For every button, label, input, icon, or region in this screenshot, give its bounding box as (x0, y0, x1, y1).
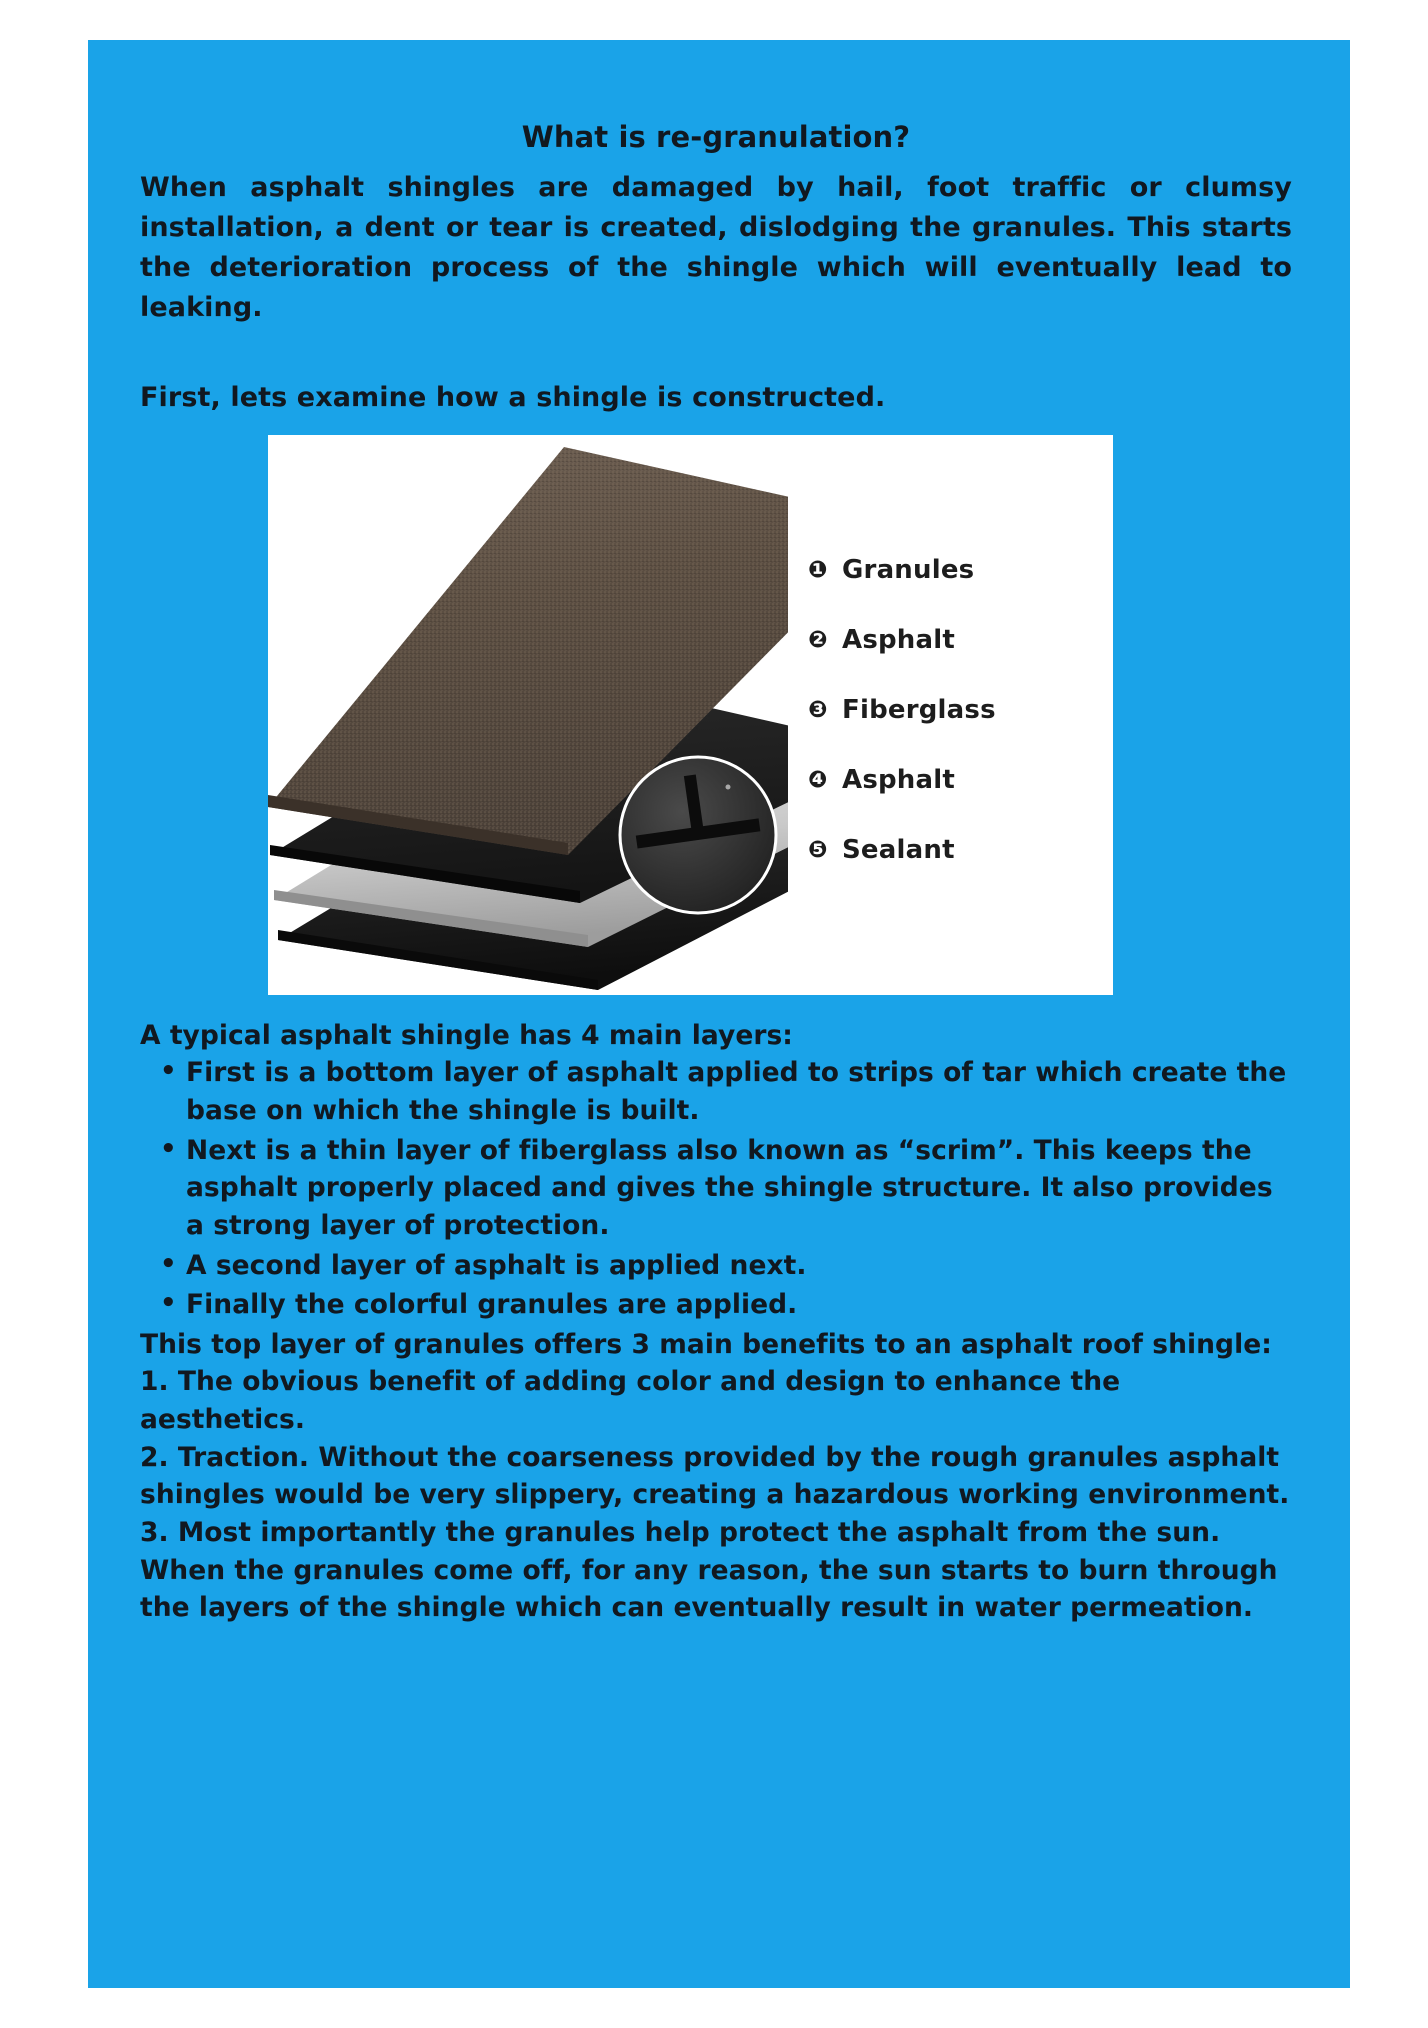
legend-item (808, 815, 1098, 885)
legend-item (808, 605, 1098, 675)
layers-bullet-list (140, 1054, 1292, 1323)
shingle-diagram-figure (268, 435, 1113, 995)
list-item: • Next is a thin layer of fiberglass also known as “scrim”. This keeps the asphalt properly placed and gives the shingle structure. It also provides a strong layer of protection. (186, 1132, 1292, 1245)
legend-label: Fiberglass (842, 694, 996, 725)
blue-panel (88, 40, 1350, 1988)
list-item: • A second layer of asphalt is applied next. (186, 1247, 1292, 1285)
legend-item (808, 535, 1098, 605)
benefits-intro: This top layer of granules offers 3 main benefits to an asphalt roof shingle: (140, 1328, 1272, 1360)
legend-number-icon: ❺ (808, 836, 828, 863)
layers-section (140, 1017, 1292, 1627)
list-item: • First is a bottom layer of asphalt applied to strips of tar which create the base on which the shingle is built. (186, 1054, 1292, 1129)
legend-item (808, 675, 1098, 745)
section-subheading: First, lets examine how a shingle is constructed. (140, 381, 886, 413)
page-title: What is re-granulation? (521, 120, 911, 154)
legend-number-icon: ❷ (808, 626, 828, 653)
benefit-item-3: 3. Most importantly the granules help protect the asphalt from the sun. When the granules come off, for any reason, the sun starts to burn through the layers of the shingle which can eventually result in water permeation. (140, 1516, 1278, 1624)
legend-label: Asphalt (842, 764, 956, 795)
document-content (140, 120, 1292, 1627)
diagram-legend (808, 535, 1098, 885)
benefit-item-2: 2. Traction. Without the coarseness provided by the rough granules asphalt shingles would be very slippery, creating a hazardous working environment. (140, 1441, 1290, 1511)
benefit-item-1: 1. The obvious benefit of adding color and design to enhance the aesthetics. (140, 1366, 1121, 1436)
legend-number-icon: ❶ (808, 556, 828, 583)
legend-number-icon: ❸ (808, 696, 828, 723)
intro-paragraph: When asphalt shingles are damaged by hail, foot traffic or clumsy installation, a dent or tear is created, dislodging the granules. This starts the deterioration process of the shingle which will eventually lead to leaking. (140, 172, 1292, 323)
list-item: • Finally the colorful granules are applied. (186, 1286, 1292, 1324)
legend-label: Sealant (842, 834, 955, 865)
legend-label: Granules (842, 554, 975, 585)
layers-intro: A typical asphalt shingle has 4 main layers: (140, 1019, 793, 1051)
legend-number-icon: ❹ (808, 766, 828, 793)
legend-item (808, 745, 1098, 815)
legend-label: Asphalt (842, 624, 956, 655)
